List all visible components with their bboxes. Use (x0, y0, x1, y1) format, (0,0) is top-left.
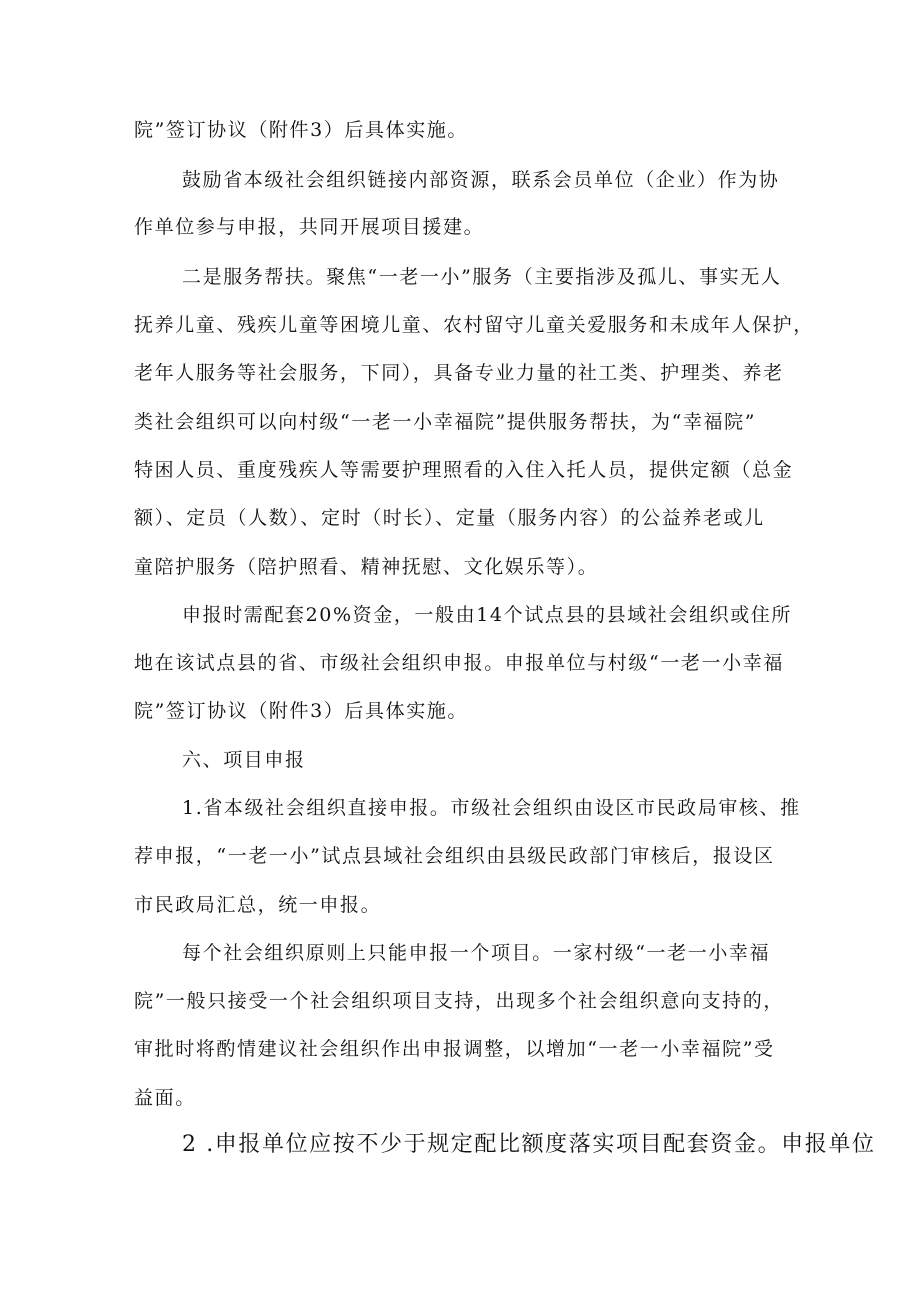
text-line: 院”一般只接受一个社会组织项目支持，出现多个社会组织意向支持的， (134, 990, 784, 1012)
text-line: 审批时将酌情建议社会组织作出申报调整，以增加“一老一小幸福院”受 (134, 1038, 775, 1060)
text-line: 院”签订协议（附件3）后具体实施。 (134, 119, 469, 141)
text-line: 抚养儿童、残疾儿童等困境儿童、农村留守儿童关爱服务和未成年人保护， (134, 314, 814, 336)
text-line: 荐申报，“一老一小”试点县域社会组织由县级民政部门审核后，报设区 (134, 845, 775, 867)
paragraph-first-line: 2 .申报单位应按不少于规定配比额度落实项目配套资金。申报单位 (182, 1132, 876, 1157)
text-line: 童陪护服务（陪护照看、精神抚慰、文化娱乐等）。 (134, 556, 599, 578)
section-heading: 六、项目申报 (182, 749, 306, 771)
paragraph-first-line: 申报时需配套20%资金，一般由14个试点县的县域社会组织或住所 (182, 604, 793, 626)
text-line: 地在该试点县的省、市级社会组织申报。申报单位与村级“一老一小幸福 (134, 652, 784, 674)
text-line: 特困人员、重度残疾人等需要护理照看的入住入托人员，提供定额（总金 (134, 459, 794, 481)
paragraph-first-line: 鼓励省本级社会组织链接内部资源，联系会员单位（企业）作为协 (182, 169, 780, 191)
text-line: 院”签订协议（附件3）后具体实施。 (134, 700, 469, 722)
text-line: 老年人服务等社会服务，下同），具备专业力量的社工类、护理类、养老 (134, 362, 784, 384)
text-line: 益面。 (134, 1087, 196, 1109)
paragraph-first-line: 1.省本级社会组织直接申报。市级社会组织由设区市民政局审核、推 (182, 797, 801, 819)
text-line: 额）、定员（人数）、定时（时长）、定量（服务内容）的公益养老或儿 (134, 507, 765, 529)
paragraph-first-line: 二是服务帮扶。聚焦“一老一小”服务（主要指涉及孤儿、事实无人 (182, 266, 782, 288)
text-line: 市民政局汇总，统一申报。 (134, 894, 382, 916)
text-line: 类社会组织可以向村级“一老一小幸福院”提供服务帮扶，为“幸福院” (134, 411, 757, 433)
text-line: 作单位参与申报，共同开展项目援建。 (134, 216, 485, 238)
paragraph-first-line: 每个社会组织原则上只能申报一个项目。一家村级“一老一小幸福 (182, 942, 771, 964)
